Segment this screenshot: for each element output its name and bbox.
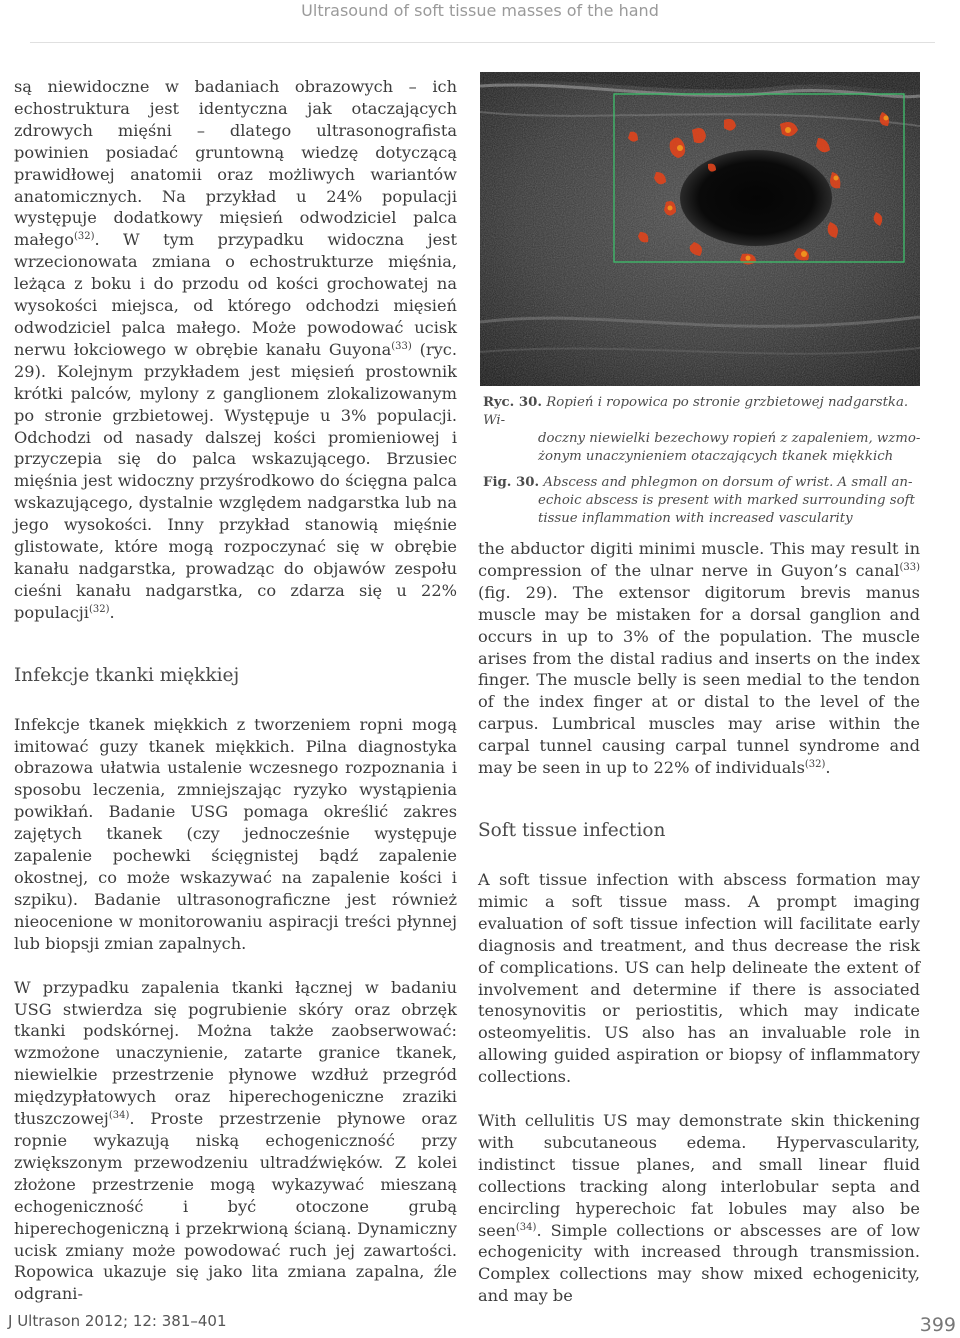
text-run: (fig. 29). The extensor digitorum brevis manus muscle may be mistaken for a dorsal ganglion and occurs in up to 3% of the population. The muscle arises from the distal radius and inserts on the index finger. The muscle belly is seen medial to the tendon of the index finger at or distal to the level of the carpus. Lumbrical muscles may arise within the carpal tunnel causing carpal tunnel syndrome and may be seen in up to 22% of individuals [478, 582, 920, 778]
right-paragraph-1 [478, 538, 920, 779]
text-run: With cellulitis US may demonstrate skin thickening with subcutaneous edema. Hypervascularity, indistinct tissue planes, and small linear fluid collections tracking along interlobular septa and encircling hyperechoic fat lobules may also be seen [478, 1111, 920, 1240]
running-title: Ultrasound of soft tissue masses of the hand [301, 1, 659, 20]
citation-ref: (34) [108, 1110, 130, 1122]
text-run: . [825, 758, 831, 778]
caption-polish [483, 394, 923, 466]
left-paragraph-1 [14, 76, 457, 624]
citation-ref: (32) [89, 603, 110, 615]
citation-ref: (32) [804, 759, 826, 771]
caption-line: żonym unaczynieniem otaczających tkanek miękkich [538, 449, 894, 464]
text-run: . Proste przestrzenie płynowe oraz ropnie wykazują niską echogeniczność przy zwiększonym przewodzeniu ultradźwięków. Z kolei złożone przestrzenie mogą wykazywać mieszaną echogeniczność i być otoczone grubą hiperechogeniczną i przekrwioną ścianą. Dynamiczny ucisk zmiany może powodować ruch jej zawartości. Ropowica ukazuje się jako lita zmiana zapalna, źle odgrani- [14, 1109, 457, 1304]
text-run: są niewidoczne w badaniach obrazowych – ich echostruktura jest identyczna jak otaczających zdrowych mięśni – dlatego ultrasonografista powinien posiadać gruntowną wiedzę dotyczącą prawidłowej anatomii oraz możliwych wariantów anatomicznych. Na przykład u 24% populacji występuje dodatkowy mięsień odwodziciel palca małego [14, 77, 457, 250]
caption-line: Abscess and phlegmon on dorsum of wrist. A small an- [543, 475, 913, 490]
text-run: . W tym przypadku widoczna jest wrzecionowata zmiana o echostrukturze mięśnia, leżąca z boku i do przodu od kości grochowatej na wysokości miejsca, od którego odchodzi mięsień odwodziciel palca małego. Może powodować ucisk nerwu łokciowego w obrębie kanału Guyona [14, 230, 457, 359]
right-column [478, 538, 920, 1307]
citation-ref: (34) [515, 1221, 537, 1233]
caption-line: echoic abscess is present with marked surrounding soft [538, 493, 915, 508]
caption-line: tissue inflammation with increased vascularity [538, 511, 853, 526]
section-title-pl: Infekcje tkanki miękkiej [14, 664, 240, 686]
text-run: W przypadku zapalenia tkanki łącznej w badaniu USG stwierdza się pogrubienie skóry oraz obrzęk tkanki podskórnej. Można także zaobserwować: wzmożone unaczynienie, zatarte granice tkanek, niewielkie przestrzenie płynowe wzdłuż przegród międzypłatowych oraz hiperechogeniczne zraziki tłuszczowej [14, 977, 457, 1129]
text-run: . Simple collections or abscesses are of low echogenicity with increased through transmission. Complex collections may show mixed echogenicity, and may be [478, 1220, 920, 1306]
text-run: the abductor digiti minimi muscle. This may result in compression of the ulnar nerve in Guyon’s canal [478, 539, 920, 580]
text-run: (ryc. 29). Kolejnym przykładem jest mięsień prostownik krótki palców, mylony z ganglionem zlokalizowanym po stronie grzbietowej. Występuje u 3% populacji. Odchodzi od nasady dalszej kości promieniowej i przyczepia się do palca wskazującego. Brzusiec mięśnia jest widoczny przyśrodkowo do ścięgna palca wskazującego, dystalnie względem nadgarstka lub na jego wysokości. Inny przykład stanowią mięśnie glistowate, które mogą rozpoczynać się w obrębie kanału nadgarstka, prowadząc do objawów zespołu cieśni kanału nadgarstka, co zdarza się u 22% populacji [14, 339, 457, 622]
caption-label: Ryc. 30. [483, 395, 543, 410]
text-run: . [109, 602, 115, 622]
left-column [14, 76, 457, 1305]
header-rule [30, 42, 935, 43]
caption-line: Ropień i ropowica po stronie grzbietowej nadgarstka. Wi- [483, 395, 909, 428]
page-number: 399 [919, 1314, 956, 1336]
caption-line: doczny niewielki bezechowy ropień z zapaleniem, wzmo- [538, 431, 921, 446]
citation-ref: (33) [899, 561, 920, 573]
left-paragraph-3 [14, 977, 457, 1306]
right-paragraph-3 [478, 1110, 920, 1307]
left-paragraph-2: Infekcje tkanek miękkich z tworzeniem ropni mogą imitować guzy tkanek miękkich. Pilna diagnostyka obrazowa ułatwia ustalenie wczesnego rozpoznania i sposobu leczenia, zmniejszając ryzyko wystąpienia powikłań. Badanie USG pomaga określić zakres zajętych tkanek (czy jednocześnie występuje zapalenie pochewki ścięgnistej bądź zapalenie okostnej, co może wskazywać na zapalenie kości i szpiku). Badanie ultrasonograficzne jest również nieocenione w monitorowaniu aspiracji treści płynnej lub biopsji zmian zapalnych. [14, 714, 457, 953]
citation-ref: (33) [391, 340, 412, 352]
section-title-en: Soft tissue infection [478, 819, 666, 841]
right-paragraph-2: A soft tissue infection with abscess formation may mimic a soft tissue mass. A prompt imaging evaluation of soft tissue infection will facilitate early diagnosis and treatment, and thus decrease the risk of complications. US can help delineate the extent of involvement and determine if there is associated tenosynovitis or periostitis, which may indicate osteomyelitis. US also has an invaluable role in allowing guided aspiration or biopsy of inflammatory collections. [478, 869, 920, 1087]
ultrasound-image [480, 72, 920, 386]
caption-english [483, 474, 923, 528]
ultrasound-figure [480, 72, 920, 386]
journal-citation: J Ultrason 2012; 12: 381–401 [8, 1312, 227, 1330]
caption-label: Fig. 30. [483, 475, 540, 490]
figure-caption [483, 394, 923, 528]
citation-ref: (32) [73, 231, 95, 243]
